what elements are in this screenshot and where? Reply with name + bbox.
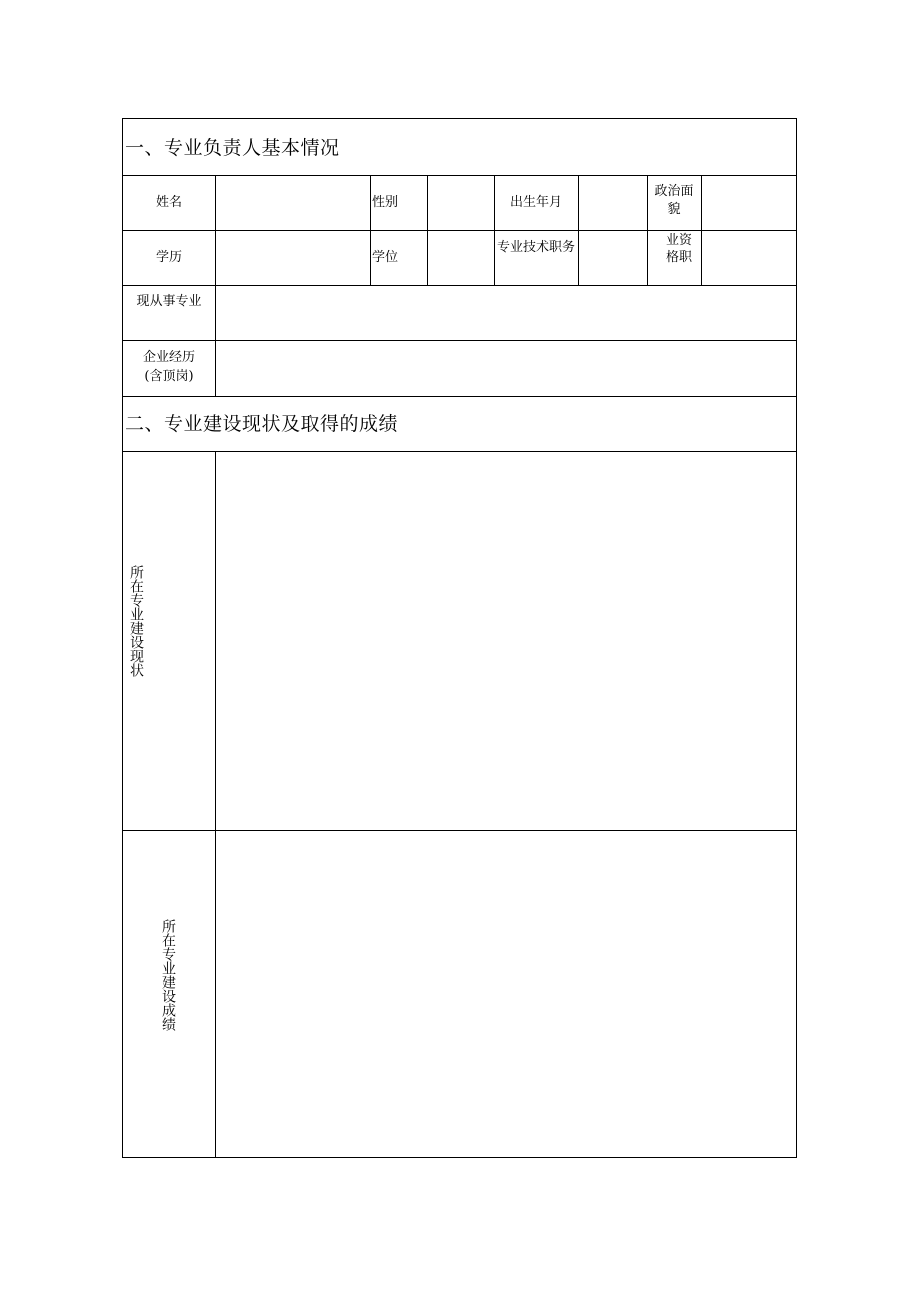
- political-status-label: 政治面貌: [654, 184, 694, 217]
- enterprise-experience-label: 企业经历: [142, 350, 195, 365]
- row-divider: [123, 396, 796, 397]
- section-2-title: 二、专业建设现状及取得的成绩: [125, 413, 399, 435]
- construction-achievements-field[interactable]: [216, 831, 796, 1157]
- education-field[interactable]: [216, 231, 370, 285]
- qualification-label: 业资格职: [665, 233, 692, 265]
- qualification-field[interactable]: [702, 231, 796, 285]
- construction-status-label: 所在专业建设现状: [128, 565, 144, 677]
- construction-achievements-label: 所在专业建设成绩: [160, 919, 176, 1031]
- birth-date-field[interactable]: [579, 176, 647, 230]
- name-label: 姓名: [155, 195, 182, 210]
- current-major-field[interactable]: [216, 286, 796, 340]
- column-divider: [647, 175, 648, 285]
- application-form-table: [122, 118, 797, 1158]
- section-1-title: 一、专业负责人基本情况: [125, 137, 340, 159]
- education-label: 学历: [155, 250, 182, 265]
- name-field[interactable]: [216, 176, 370, 230]
- construction-status-field[interactable]: [216, 452, 796, 830]
- technical-title-field[interactable]: [579, 231, 647, 285]
- political-status-field[interactable]: [702, 176, 796, 230]
- enterprise-experience-field[interactable]: [216, 341, 796, 396]
- gender-field[interactable]: [428, 176, 494, 230]
- current-major-label: 现从事专业: [136, 294, 202, 309]
- column-divider: [494, 175, 495, 285]
- degree-field[interactable]: [428, 231, 494, 285]
- birth-date-label: 出生年月: [509, 195, 562, 210]
- technical-title-label: 专业技术职务: [496, 240, 575, 255]
- column-divider: [370, 175, 371, 285]
- gender-label: 性别: [372, 195, 399, 210]
- degree-label: 学位: [372, 250, 399, 265]
- enterprise-experience-note: (含顶岗): [144, 369, 194, 384]
